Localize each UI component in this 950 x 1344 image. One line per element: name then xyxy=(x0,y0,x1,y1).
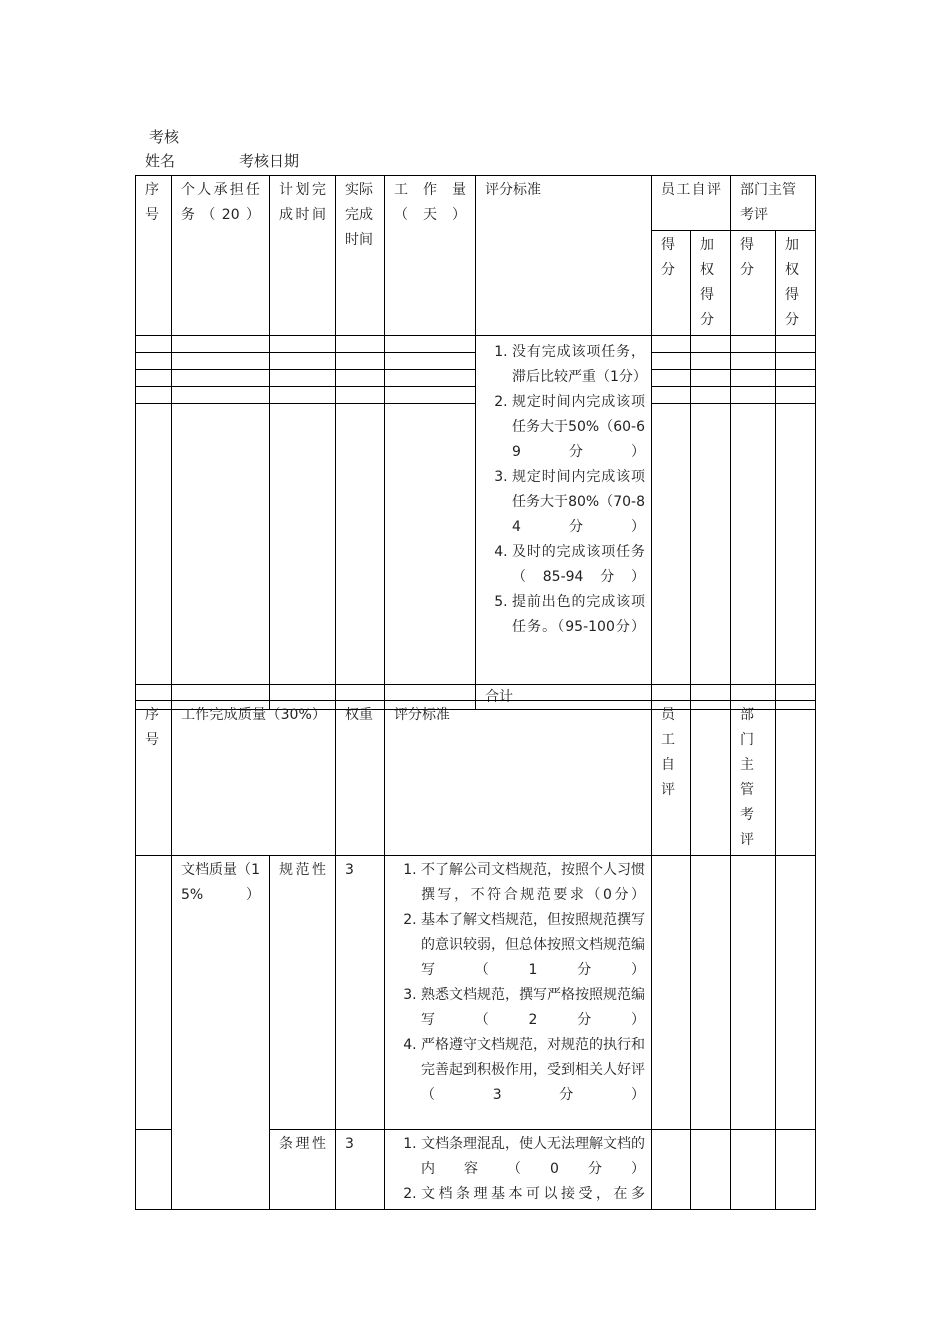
quality-evaluation-table xyxy=(135,700,816,1210)
quality-header-title: 工作完成质量（30%） xyxy=(172,701,336,856)
quality-header-dept-eval: 部门主管考评 xyxy=(731,701,776,856)
task-criteria-cell xyxy=(476,336,652,685)
item-weight: 3 xyxy=(336,856,385,1130)
quality-header-self-eval: 员工自评 xyxy=(652,701,691,856)
task-evaluation-table xyxy=(135,175,816,710)
criteria-item: 2. 基本了解文档规范，但按照规范撰写的意识较弱，但总体按照文档规范编写（1分） xyxy=(421,908,645,983)
header-self-score: 得分 xyxy=(652,231,691,336)
header-self-eval: 员工自评 xyxy=(652,176,731,231)
criteria-item: 3. 规定时间内完成该项任务大于80%（70-84分） xyxy=(512,465,645,540)
criteria-item: 4. 及时的完成该项任务（85-94分） xyxy=(512,540,645,590)
header-actual-time: 实际完成时间 xyxy=(336,176,385,336)
header-plan-time: 计划完成时间 xyxy=(270,176,336,336)
item-criteria-list xyxy=(391,858,645,1108)
header-seq: 序号 xyxy=(136,176,172,336)
item-criteria-cell xyxy=(385,856,652,1130)
total-label: 合计 xyxy=(476,685,652,710)
header-dept-weighted: 加权得分 xyxy=(776,231,816,336)
item-name: 条理性 xyxy=(270,1130,336,1210)
criteria-item: 1. 不了解公司文档规范，按照个人习惯撰写，不符合规范要求（0分） xyxy=(421,858,645,908)
header-dept-score: 得分 xyxy=(731,231,776,336)
item-weight: 3 xyxy=(336,1130,385,1210)
name-label: 姓名 xyxy=(145,152,176,170)
quality-header-criteria: 评分标准 xyxy=(385,701,652,856)
item-criteria-cell xyxy=(385,1130,652,1210)
header-dept-eval: 部门主管考评 xyxy=(731,176,816,231)
header-task: 个人承担任务（20） xyxy=(172,176,270,336)
criteria-item: 1. 文档条理混乱，使人无法理解文档的内容（0分） xyxy=(421,1132,645,1182)
criteria-item: 5. 提前出色的完成该项任务。（95-100分） xyxy=(512,590,645,640)
criteria-item: 2. 文档条理基本可以接受，在多 xyxy=(421,1182,645,1207)
date-label: 考核日期 xyxy=(239,152,300,170)
header-workload: 工作量（天） xyxy=(385,176,476,336)
criteria-item: 3. 熟悉文档规范，撰写严格按照规范编写（2分） xyxy=(421,983,645,1033)
form-title: 考核 xyxy=(149,128,180,146)
criteria-item: 2. 规定时间内完成该项任务大于50%（60-69分） xyxy=(512,390,645,465)
doc-quality-label: 文档质量（15%） xyxy=(172,856,270,1210)
header-criteria: 评分标准 xyxy=(476,176,652,336)
quality-header-weight: 权重 xyxy=(336,701,385,856)
quality-header-seq: 序号 xyxy=(136,701,172,856)
criteria-item: 1. 没有完成该项任务，滞后比较严重（1分） xyxy=(512,340,645,390)
item-criteria-list xyxy=(391,1132,645,1207)
criteria-item: 4. 严格遵守文档规范，对规范的执行和完善起到积极作用，受到相关人好评（3分） xyxy=(421,1033,645,1108)
task-criteria-list xyxy=(482,340,645,640)
item-name: 规范性 xyxy=(270,856,336,1130)
header-self-weighted: 加权得分 xyxy=(691,231,731,336)
